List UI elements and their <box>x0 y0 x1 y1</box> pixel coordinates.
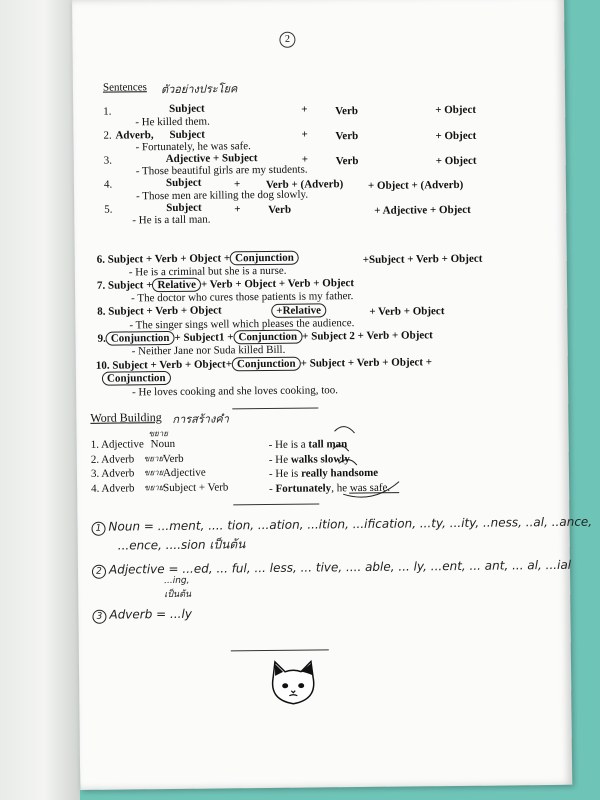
text-span: Subject + Verb + Object <box>108 304 222 318</box>
text-span: - He walks slowly <box>268 453 350 466</box>
text-span: ขยาย <box>144 483 164 493</box>
text-span: 3. <box>103 154 112 167</box>
example-text: - He is a tall man. <box>132 213 211 227</box>
text-span: + <box>301 128 308 141</box>
example-text: - He is a criminal but she is a nurse. <box>128 264 287 279</box>
text-span: + <box>233 178 241 191</box>
text-span: 3. <box>90 467 100 480</box>
text-span: 2. <box>90 453 100 466</box>
text-span: 6. <box>96 253 106 266</box>
text-span: 9. <box>97 332 106 345</box>
text-span: + Subject 2 + Verb + Object <box>302 329 433 343</box>
text-span: + <box>301 103 308 116</box>
word-building-heading-thai: การสร้างคำ <box>172 412 229 426</box>
text-span: Verb + (Adverb) <box>265 178 344 191</box>
annotation-arrows <box>72 0 569 520</box>
example-text: - The doctor who cures those patients is my father. <box>131 290 354 305</box>
text-span: - He <box>268 453 289 466</box>
example-text: - Those men are killing the dog slowly. <box>135 188 309 203</box>
conjunction-label: Conjunction <box>233 330 302 345</box>
text-span: Subject <box>165 176 202 190</box>
text-span: - He is <box>268 467 299 480</box>
page-number: 2 <box>279 32 295 48</box>
text-span: Verb <box>162 452 184 466</box>
text-span: 4. <box>91 482 100 495</box>
text-span: Noun <box>150 437 176 451</box>
text-span: 5. <box>104 203 113 216</box>
text-span: 7. <box>96 279 106 292</box>
text-span: + Object <box>435 103 477 117</box>
text-span: Verb <box>335 105 359 118</box>
text-span: 3 <box>92 610 106 624</box>
text-span: Subject + Verb + Object+ <box>112 358 233 372</box>
text-span: + Subject1 + <box>174 331 234 344</box>
text-span: Subject + Verb <box>163 481 229 495</box>
text-span: Verb <box>268 203 292 216</box>
conjunction-label: Conjunction <box>102 371 171 386</box>
text-span: + Object <box>435 154 477 168</box>
binder-edge <box>0 0 80 800</box>
text-span: - He is a tall man <box>268 438 348 451</box>
text-span: ขยาย <box>143 454 164 464</box>
text-span: Subject + <box>107 279 153 292</box>
text-span: Adverb <box>101 453 135 466</box>
text-span: ...ly <box>169 606 192 622</box>
example-text: - Those beautiful girls are my students. <box>135 163 308 178</box>
text-span: + Object + (Adverb) <box>367 178 464 192</box>
text-span: ...ence, ....sion เป็นต้น <box>117 537 246 553</box>
text-span: Adverb = <box>109 607 167 622</box>
sentences-heading: Sentences <box>102 81 147 94</box>
document-page <box>72 0 593 790</box>
text-span: Subject + Verb + Object + <box>107 252 231 266</box>
example-text: - He loves cooking and she loves cooking, too. <box>132 384 339 399</box>
text-span: + Adjective + Object <box>374 203 471 217</box>
text-span: ...ment, .... tion, ...ation, ...ition, ...ification, ...ty, ...ity, ..ness, ..al, ..ance, <box>157 514 593 534</box>
example-text: - The singer sings well which pleases the audience. <box>129 317 355 332</box>
text-span: ขยาย <box>148 429 168 439</box>
text-span: Adjective <box>162 466 206 480</box>
text-span: 1. <box>90 438 99 451</box>
text-span: - Fortunately, he was safe. <box>269 481 391 495</box>
conjunction-label: Conjunction <box>232 357 301 372</box>
text-span: +Subject + Verb + Object <box>362 252 483 266</box>
text-span: 2 <box>92 565 106 579</box>
text-span: ขยาย <box>143 468 164 478</box>
text-span: + Object <box>435 129 477 143</box>
text-span: + <box>301 153 309 166</box>
word-building-heading: Word Building <box>90 410 162 425</box>
text-span: + Verb + Object <box>369 305 445 318</box>
text-span: 1. <box>103 105 112 118</box>
text-span: ...ing, <box>164 575 190 587</box>
conjunction-label: Conjunction <box>106 331 175 346</box>
cat-face-icon <box>267 659 319 708</box>
text-span: ...ed, ... ful, ... less, ... tive, .... able, ... ly, ...ent, ... ant, ... al, ...ial <box>182 557 572 576</box>
text-span: Adjective = <box>108 561 179 577</box>
text-span: - He is a <box>268 438 306 451</box>
text-span: Noun = <box>108 519 154 534</box>
relative-label: +Relative <box>271 303 326 318</box>
text-span: 1 <box>91 522 105 536</box>
text-span: + Subject + Verb + Object + <box>300 356 433 370</box>
text-span: 2. <box>103 129 112 142</box>
text-span: เป็นต้น <box>164 589 192 601</box>
text-span: Adjective + Subject <box>165 152 258 166</box>
text-span: + <box>234 203 241 216</box>
example-text: - He killed them. <box>135 115 210 129</box>
text-span: Verb <box>335 155 359 168</box>
text-span: Adverb, <box>115 129 154 142</box>
text-span: Adverb <box>101 482 135 495</box>
text-span <box>92 607 192 624</box>
text-span: Adverb <box>101 467 135 480</box>
divider <box>231 649 329 651</box>
example-text: - Fortunately, he was safe. <box>135 140 251 154</box>
conjunction-label: Conjunction <box>230 251 299 266</box>
text-span: Subject <box>166 201 202 215</box>
text-span: 8. <box>97 305 106 318</box>
text-span: Subject <box>169 128 205 141</box>
relative-label: Relative <box>152 278 201 293</box>
text-span: , he was safe. <box>331 481 391 495</box>
text-span: - He is really handsome <box>268 466 379 480</box>
text-span: Adjective <box>101 438 144 451</box>
text-span: Subject <box>169 102 205 115</box>
text-span: 10. <box>95 359 110 372</box>
sentences-heading-thai: ตัวอย่างประโยค <box>160 82 238 97</box>
text-span: Verb <box>335 130 359 143</box>
text-span: - <box>269 482 273 495</box>
text-span: + Verb + Object + Verb + Object <box>200 277 355 291</box>
text-span: 4. <box>103 178 113 191</box>
example-text: - Neither Jane nor Suda killed Bill. <box>131 343 286 358</box>
